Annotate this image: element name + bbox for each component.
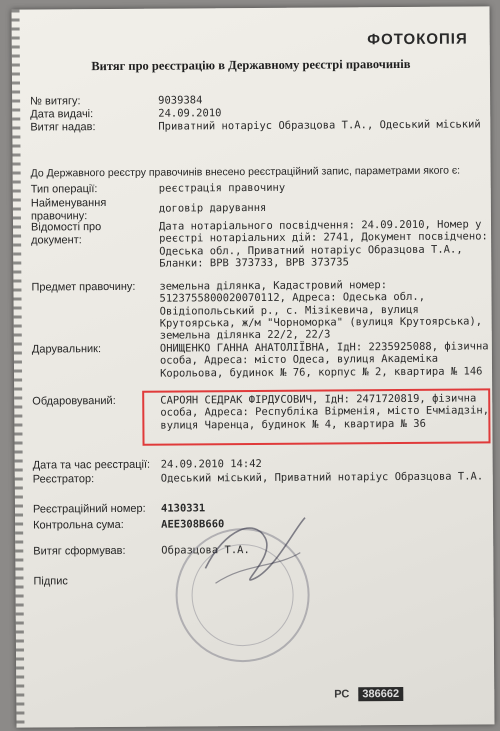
value: 9039384 bbox=[158, 94, 203, 107]
label: Реєстраційний номер: bbox=[32, 502, 146, 516]
value: земельна ділянка, Кадастровий номер: 5123755800020070112, Адреса: Одеська обл., Овідіопольський р., с. Мізікевича, вулиця Крутоярська, ж/м "Чорноморка" (вулиця Крутоярська), земельна ділянка 22/2, 22/3 bbox=[159, 279, 489, 342]
binding-holes bbox=[11, 10, 24, 728]
photocopy-stamp: ФОТОКОПІЯ bbox=[367, 30, 468, 49]
value: Приватний нотаріус Образцова Т.А., Одеський міський bbox=[158, 118, 481, 133]
value: САРОЯН СЕДРАК ФІРДУСОВИЧ, ІдН: 2471720819, фізична особа, Адреса: Республіка Вірменія, місто Ечміадзін, вулиця Чаренца, будинок № 4, квартира № 36 bbox=[160, 392, 496, 432]
document-title: Витяг про реєстрацію в Державному реєстрі правочинів bbox=[91, 56, 411, 74]
label: Предмет правочину: bbox=[31, 280, 136, 294]
label: Дата та час реєстрації: bbox=[32, 458, 151, 472]
label: Дата видачі: bbox=[30, 108, 94, 121]
label: № витягу: bbox=[30, 95, 81, 108]
label: Витяг сформував: bbox=[33, 544, 126, 558]
row-operation-type bbox=[30, 180, 481, 196]
document-sheet bbox=[11, 6, 494, 727]
value: ОНИЩЕНКО ГАННА АНАТОЛІЇВНА, ІдН: 2235925088, фізична особа, Адреса: місто Одеса, вулиця Академіка Корольова, будинок № 76, корпус № 2, квартира № 146 bbox=[159, 340, 495, 380]
value: Образцова Т.А. bbox=[161, 544, 250, 557]
value: Дата нотаріального посвідчення: 24.09.2010, Номер у реєстрі нотаріальних дій: 2741, Документ посвідчено: Одеська обл., Приватний нотаріус Образцова Т.А., Бланки: ВРВ 373733, ВРВ 373735 bbox=[158, 218, 495, 270]
value: 24.09.2010 14:42 bbox=[160, 457, 262, 471]
value: договір дарування bbox=[158, 201, 267, 215]
value: Одеський міський, Приватний нотаріус Образцова Т.А. bbox=[160, 470, 484, 485]
row-reg-number bbox=[32, 500, 483, 516]
label: Тип операції: bbox=[30, 183, 98, 196]
row-subject bbox=[31, 278, 489, 342]
label: Витяг надав: bbox=[30, 121, 96, 134]
blank-serial-stamp bbox=[334, 687, 403, 701]
row-extract-no bbox=[30, 92, 480, 108]
row-reg-datetime bbox=[32, 456, 483, 472]
signature-mark bbox=[195, 508, 316, 599]
value: AEE308B660 bbox=[161, 518, 225, 531]
serial-series: РС bbox=[334, 688, 350, 701]
register-note: До Державного реєстру правочинів внесено реєстраційний запис, параметрами якого є: bbox=[30, 164, 461, 180]
value: реєстрація правочину bbox=[158, 181, 286, 195]
serial-number: 386662 bbox=[358, 687, 403, 701]
label: Підпис bbox=[33, 575, 68, 588]
value: 4130331 bbox=[160, 502, 206, 515]
label: Найменування правочину: bbox=[30, 197, 107, 223]
label: Контрольна сума: bbox=[33, 518, 124, 532]
label: Обдаровуваний: bbox=[32, 394, 116, 408]
value: 24.09.2010 bbox=[158, 107, 222, 120]
label: Реєстратор: bbox=[32, 473, 95, 486]
label: Відомості про документ: bbox=[30, 221, 102, 247]
label: Дарувальник: bbox=[31, 343, 102, 356]
